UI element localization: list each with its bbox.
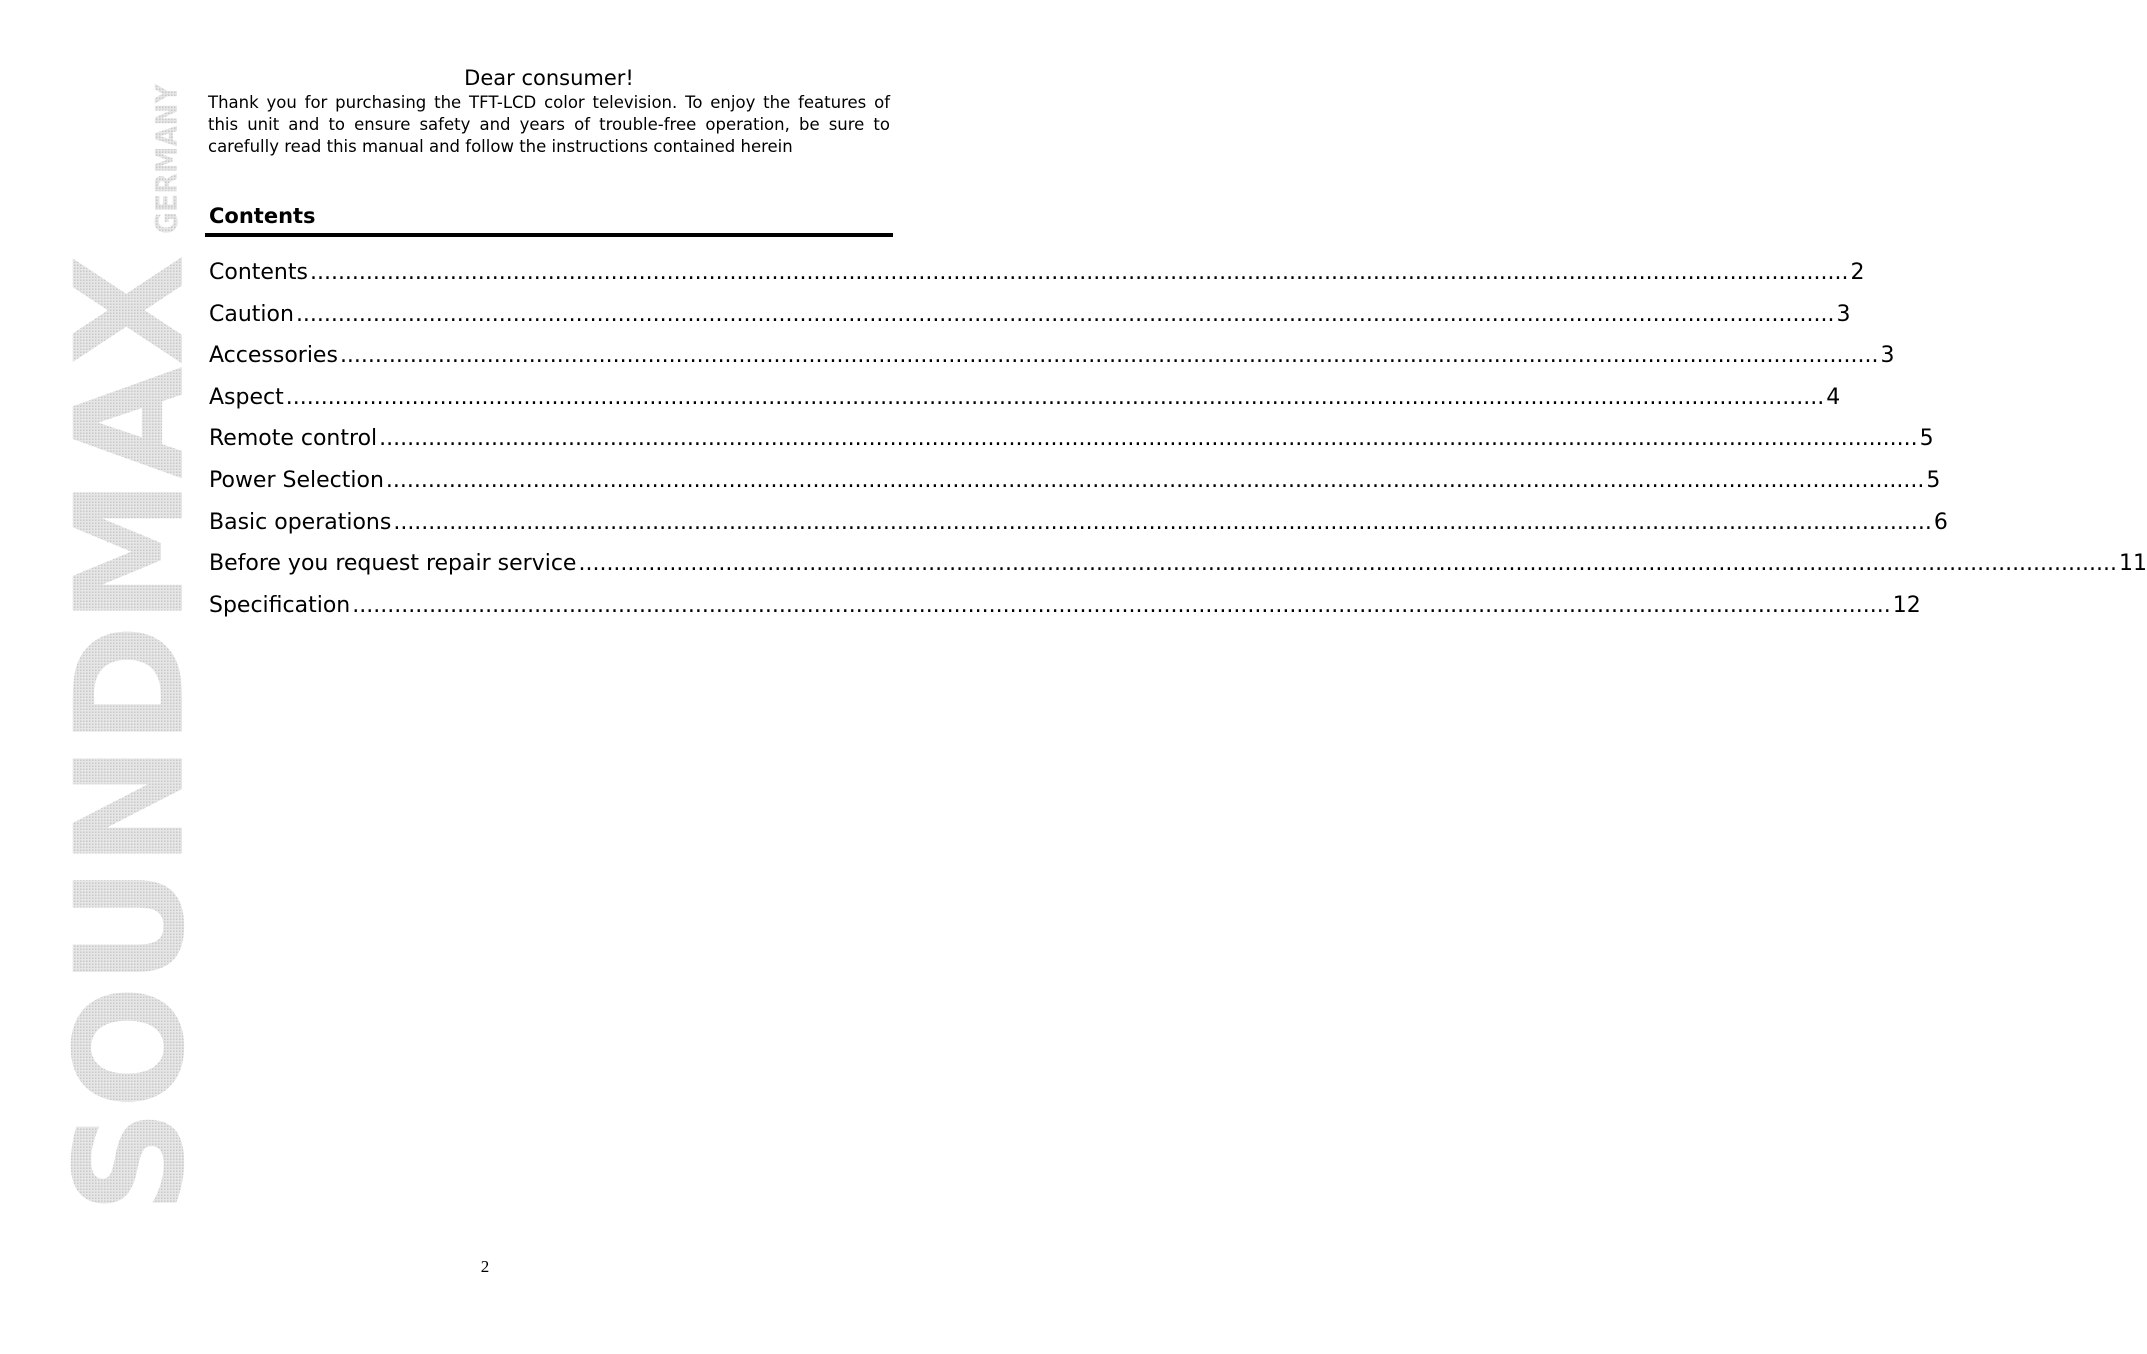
toc-leader-dots <box>352 587 1891 625</box>
brand-sub-text: GERMANY <box>150 65 185 234</box>
toc-entry-page: 6 <box>1933 509 1948 535</box>
toc-leader-dots <box>379 420 1918 458</box>
greeting-heading: Dear consumer! <box>464 66 634 90</box>
toc-entry-page: 3 <box>1880 343 1895 369</box>
toc-entry-title: Basic operations <box>209 509 392 535</box>
toc-entry-title: Specification <box>209 592 351 618</box>
heading-divider <box>205 233 893 237</box>
table-of-contents <box>209 254 2147 628</box>
brand-text: SOUNDMAX <box>44 225 218 1214</box>
toc-entry-remote-control[interactable] <box>209 420 1934 462</box>
page-number: 2 <box>480 1257 490 1276</box>
toc-entry-page: 11 <box>2118 551 2147 577</box>
contents-heading: Contents <box>209 204 316 228</box>
toc-entry-title: Power Selection <box>209 467 384 493</box>
toc-entry-title: Aspect <box>209 384 284 410</box>
toc-entry-repair-service[interactable] <box>209 545 2147 587</box>
toc-entry-power-selection[interactable] <box>209 462 1941 504</box>
toc-entry-caution[interactable] <box>209 296 1851 338</box>
toc-entry-basic-operations[interactable] <box>209 504 1948 546</box>
toc-leader-dots <box>386 462 1925 500</box>
toc-entry-page: 5 <box>1919 426 1934 452</box>
toc-leader-dots <box>340 337 1879 375</box>
toc-entry-page: 3 <box>1836 301 1851 327</box>
toc-entry-specification[interactable] <box>209 587 1921 629</box>
toc-leader-dots <box>286 379 1825 417</box>
toc-entry-title: Accessories <box>209 343 338 369</box>
toc-leader-dots <box>393 504 1932 542</box>
toc-leader-dots <box>578 545 2117 583</box>
toc-entry-title: Remote control <box>209 426 378 452</box>
toc-entry-aspect[interactable] <box>209 379 1841 421</box>
toc-entry-page: 2 <box>1850 260 1865 285</box>
soundmax-logo-watermark <box>44 65 218 1214</box>
toc-entry-contents[interactable] <box>209 254 1865 296</box>
toc-entry-page: 4 <box>1826 384 1841 410</box>
toc-entry-accessories[interactable] <box>209 337 1895 379</box>
toc-entry-title: Contents <box>209 260 308 285</box>
toc-leader-dots <box>310 254 1849 292</box>
intro-paragraph: Thank you for purchasing the TFT-LCD color television. To enjoy the features of this unit and to ensure safety and years of trouble-free operation, be sure to carefully read this manual and follow the instructions contained herein <box>208 93 890 156</box>
toc-entry-title: Before you request repair service <box>209 551 577 577</box>
toc-entry-title: Caution <box>209 301 294 327</box>
toc-entry-page: 5 <box>1926 467 1941 493</box>
toc-leader-dots <box>296 296 1835 334</box>
toc-entry-page: 12 <box>1892 592 1921 618</box>
